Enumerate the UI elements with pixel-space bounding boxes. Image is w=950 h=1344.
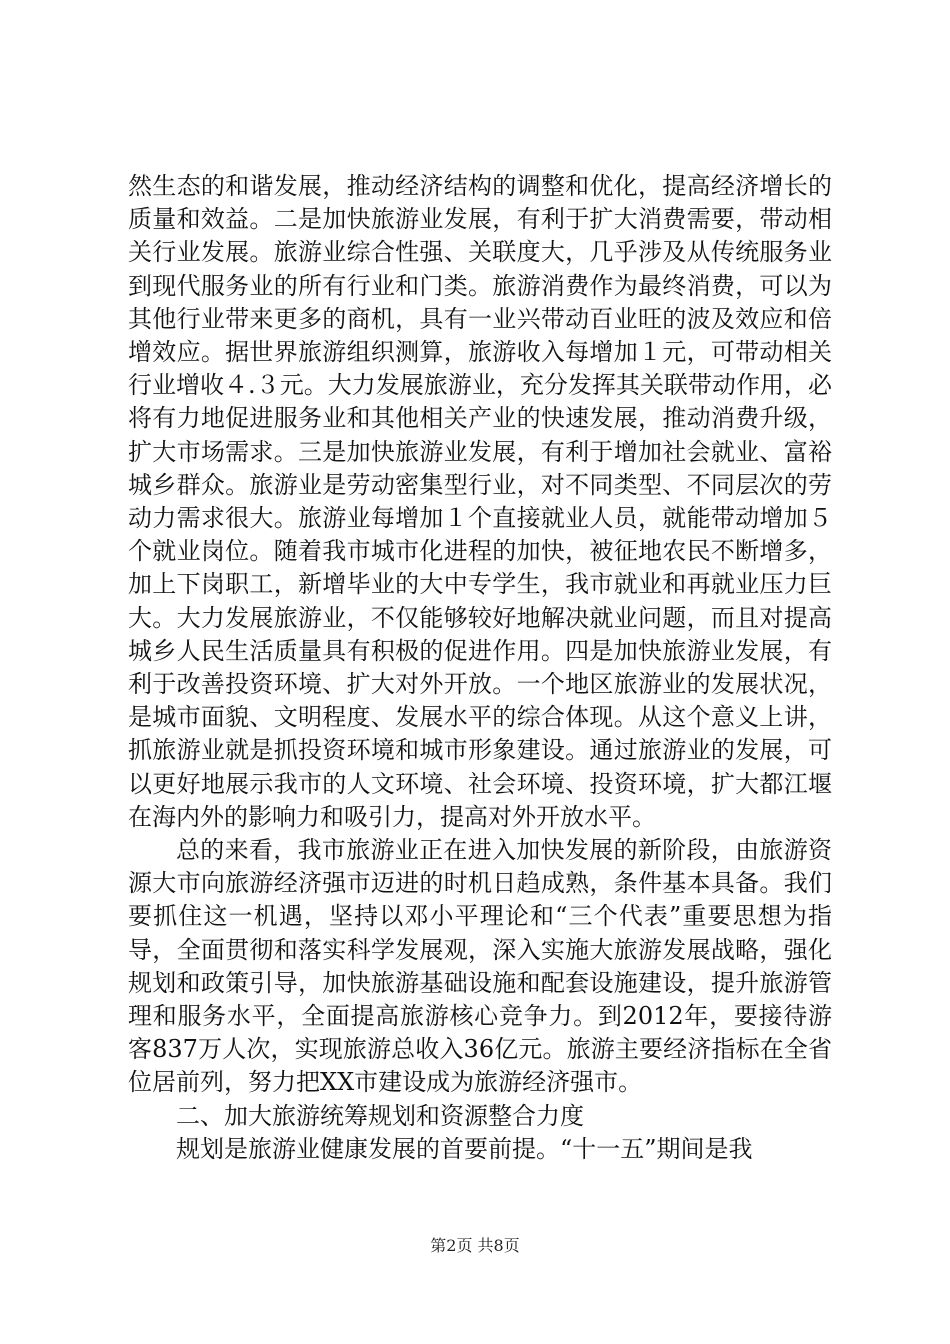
paragraph-tourism-benefits: 然生态的和谐发展，推动经济结构的调整和优化，提高经济增长的质量和效益。二是加快旅游业发展，有利于扩大消费需要，带动相关行业发展。旅游业综合性强、关联度大，几乎涉及从传统服务业到现代服务业的所有行业和门类。旅游消费作为最终消费，可以为其他行业带来更多的商机，具有一业兴带动百业旺的波及效应和倍增效应。据世界旅游组织测算，旅游收入每增加１元，可带动相关行业增收４.３元。大力发展旅游业，充分发挥其关联带动作用，必将有力地促进服务业和其他相关产业的快速发展，推动消费升级，扩大市场需求。三是加快旅游业发展，有利于增加社会就业、富裕城乡群众。旅游业是劳动密集型行业，对不同类型、不同层次的劳动力需求很大。旅游业每增加１个直接就业人员，就能带动增加５个就业岗位。随着我市城市化进程的加快，被征地农民不断增多，加上下岗职工，新增毕业的大中专学生，我市就业和再就业压力巨大。大力发展旅游业，不仅能够较好地解决就业问题，而且对提高城乡人民生活质量具有积极的促进作用。四是加快旅游业发展，有利于改善投资环境、扩大对外开放。一个地区旅游业的发展状况，是城市面貌、文明程度、发展水平的综合体现。从这个意义上讲，抓旅游业就是抓投资环境和城市形象建设。通过旅游业的发展，可以更好地展示我市的人文环境、社会环境、投资环境，扩大都江堰在海内外的影响力和吸引力，提高对外开放水平。 <box>128 172 832 831</box>
paragraph-planning: 规划是旅游业健康发展的首要前提。“十一五”期间是我 <box>176 1134 753 1163</box>
paragraph-overall-outlook: 总的来看，我市旅游业正在进入加快发展的新阶段，由旅游资源大市向旅游经济强市迈进的时机日趋成熟，条件基本具备。我们要抓住这一机遇，坚持以邓小平理论和“三个代表”重要思想为指导，全面贯彻和落实科学发展观，深入实施大旅游发展战略，强化规划和政策引导，加快旅游基础设施和配套设施建设，提升旅游管理和服务水平，全面提高旅游核心竞争力。到2012年，要接待游客837万人次，实现旅游总收入36亿元。旅游主要经济指标在全省位居前列，努力把XX市建设成为旅游经济强市。 <box>128 836 832 1097</box>
section-heading-planning: 二、加大旅游统筹规划和资源整合力度 <box>176 1101 584 1130</box>
page-number: 第2页 共8页 <box>430 1236 520 1255</box>
document-body <box>128 170 832 1166</box>
